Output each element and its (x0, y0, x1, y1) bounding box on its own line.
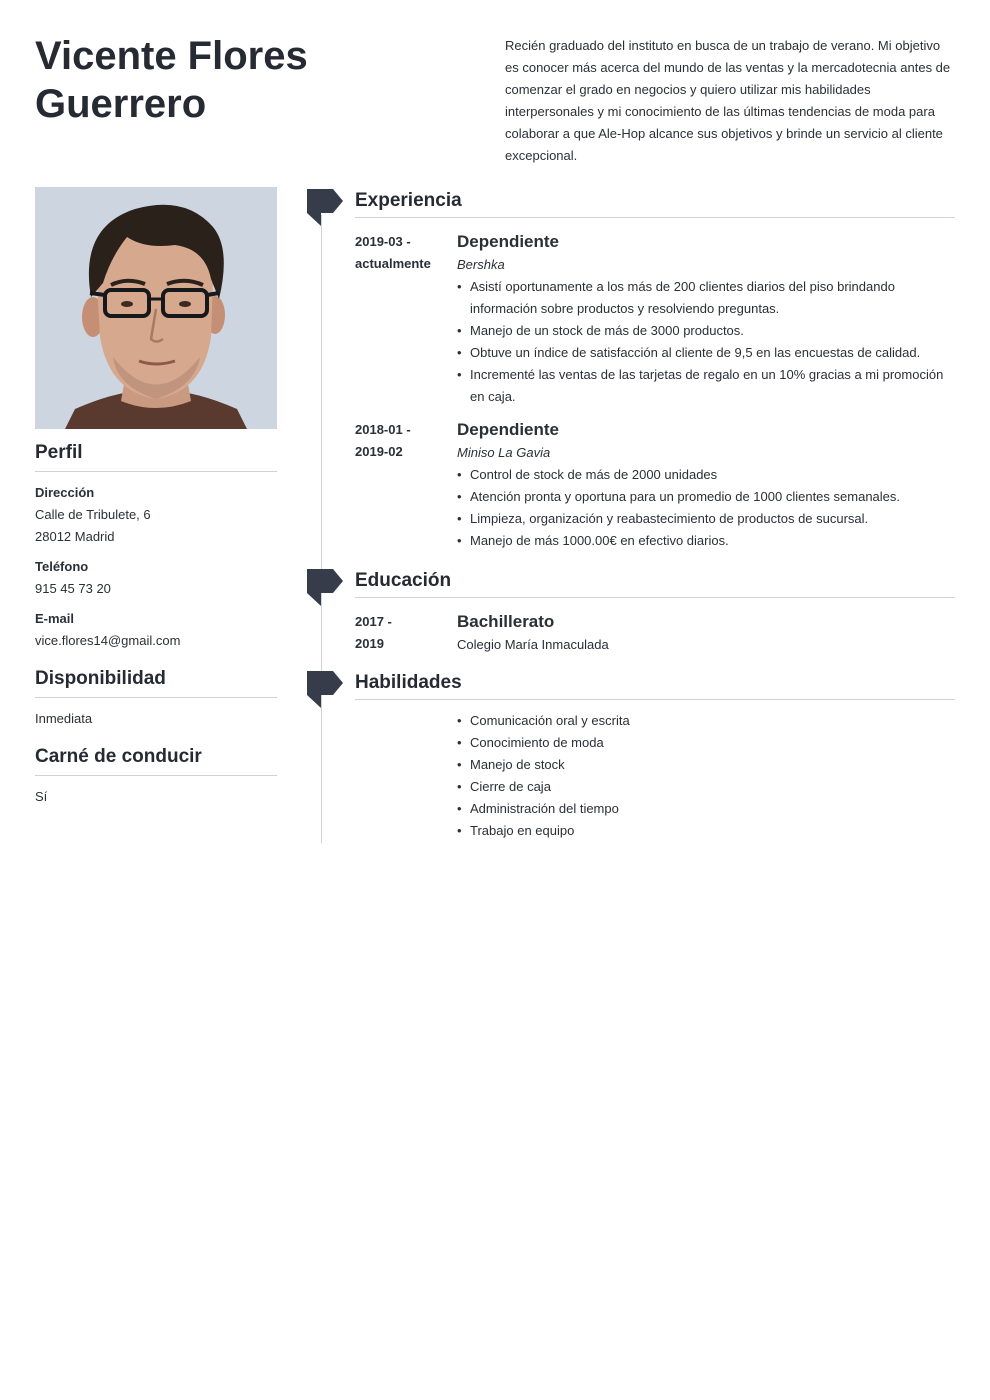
degree-title: Bachillerato (457, 612, 555, 631)
profile-section (35, 440, 277, 652)
list-item: • Trabajo en equipo (457, 820, 955, 842)
availability-section (35, 666, 277, 730)
email-value: vice.flores14@gmail.com (35, 633, 181, 648)
entry-body (457, 710, 955, 842)
timeline-line (321, 215, 322, 843)
list-item: • Manejo de stock (457, 754, 955, 776)
date-end: 2019-02 (355, 444, 403, 459)
company-name: Miniso La Gavia (457, 445, 551, 460)
list-item: • Manejo de un stock de más de 3000 productos. (457, 320, 955, 342)
job-title: Dependiente (457, 420, 560, 439)
list-item: • Limpieza, organización y reabastecimiento de productos de sucursal. (457, 508, 955, 530)
skills-section (355, 670, 955, 842)
experience-entry (355, 418, 955, 552)
education-section (355, 568, 955, 656)
entry-date (355, 418, 457, 552)
candidate-name: Vicente Flores Guerrero (35, 34, 308, 126)
address-line-1: Calle de Tribulete, 6 (35, 507, 151, 522)
list-item: • Incrementé las ventas de las tarjetas de regalo en un 10% gracias a mi promoción en caja. (457, 364, 955, 408)
address-group (35, 482, 277, 548)
skills-list (457, 710, 955, 842)
entry-body (457, 230, 955, 408)
availability-heading: Disponibilidad (35, 666, 277, 698)
flag-icon (307, 569, 343, 607)
entry-body (457, 418, 955, 552)
email-group (35, 608, 277, 652)
list-item: • Conocimiento de moda (457, 732, 955, 754)
skills-heading: Habilidades (355, 670, 955, 700)
experience-entry (355, 230, 955, 408)
date-start: 2018-01 - (355, 422, 411, 437)
skills-entry (355, 710, 955, 842)
company-name: Bershka (457, 257, 505, 272)
address-label: Dirección (35, 485, 95, 500)
list-item: • Administración del tiempo (457, 798, 955, 820)
list-item: • Manejo de más 1000.00€ en efectivo diarios. (457, 530, 955, 552)
entry-date (355, 230, 457, 408)
list-item: • Obtuve un índice de satisfacción al cliente de 9,5 en las encuestas de calidad. (457, 342, 955, 364)
phone-group (35, 556, 277, 600)
experience-heading: Experiencia (355, 188, 955, 218)
flag-icon (307, 189, 343, 227)
license-value: Sí (35, 789, 48, 804)
profile-heading: Perfil (35, 440, 277, 472)
date-start: 2019-03 - (355, 234, 411, 249)
bullet-list (457, 464, 955, 552)
license-section (35, 744, 277, 808)
address-line-2: 28012 Madrid (35, 529, 115, 544)
list-item: • Atención pronta y oportuna para un promedio de 1000 clientes semanales. (457, 486, 955, 508)
license-heading: Carné de conducir (35, 744, 277, 776)
list-item: • Control de stock de más de 2000 unidades (457, 464, 955, 486)
list-item: • Cierre de caja (457, 776, 955, 798)
phone-value: 915 45 73 20 (35, 581, 111, 596)
right-column (355, 188, 955, 838)
list-item: • Asistí oportunamente a los más de 200 clientes diarios del piso brindando información sobre productos y resolviendo preguntas. (457, 276, 955, 320)
left-column (35, 440, 277, 822)
flag-icon (307, 671, 343, 709)
entry-date-spacer (355, 710, 457, 842)
date-end: actualmente (355, 256, 431, 271)
date-end: 2019 (355, 636, 384, 651)
date-start: 2017 - (355, 614, 392, 629)
phone-label: Teléfono (35, 559, 89, 574)
professional-summary: Recién graduado del instituto en busca de un trabajo de verano. Mi objetivo es conocer más acerca del mundo de las ventas y la mercadotecnia antes de comenzar el grado en negocios y quiero utilizar mis habilidades interpersonales y mi conocimiento de las últimas tendencias de moda para colaborar a que Ale-Hop alcance sus objetivos y brinde un servicio al cliente excepcional. (505, 38, 951, 163)
education-entry (355, 610, 955, 656)
email-label: E-mail (35, 611, 75, 626)
profile-photo (35, 187, 277, 429)
portrait-image (35, 187, 277, 429)
availability-value: Inmediata (35, 711, 93, 726)
education-heading: Educación (355, 568, 955, 598)
list-item: • Comunicación oral y escrita (457, 710, 955, 732)
school-name: Colegio María Inmaculada (457, 637, 609, 652)
bullet-list (457, 276, 955, 408)
experience-section (355, 188, 955, 552)
entry-date (355, 610, 457, 656)
job-title: Dependiente (457, 232, 560, 251)
entry-body (457, 610, 955, 656)
